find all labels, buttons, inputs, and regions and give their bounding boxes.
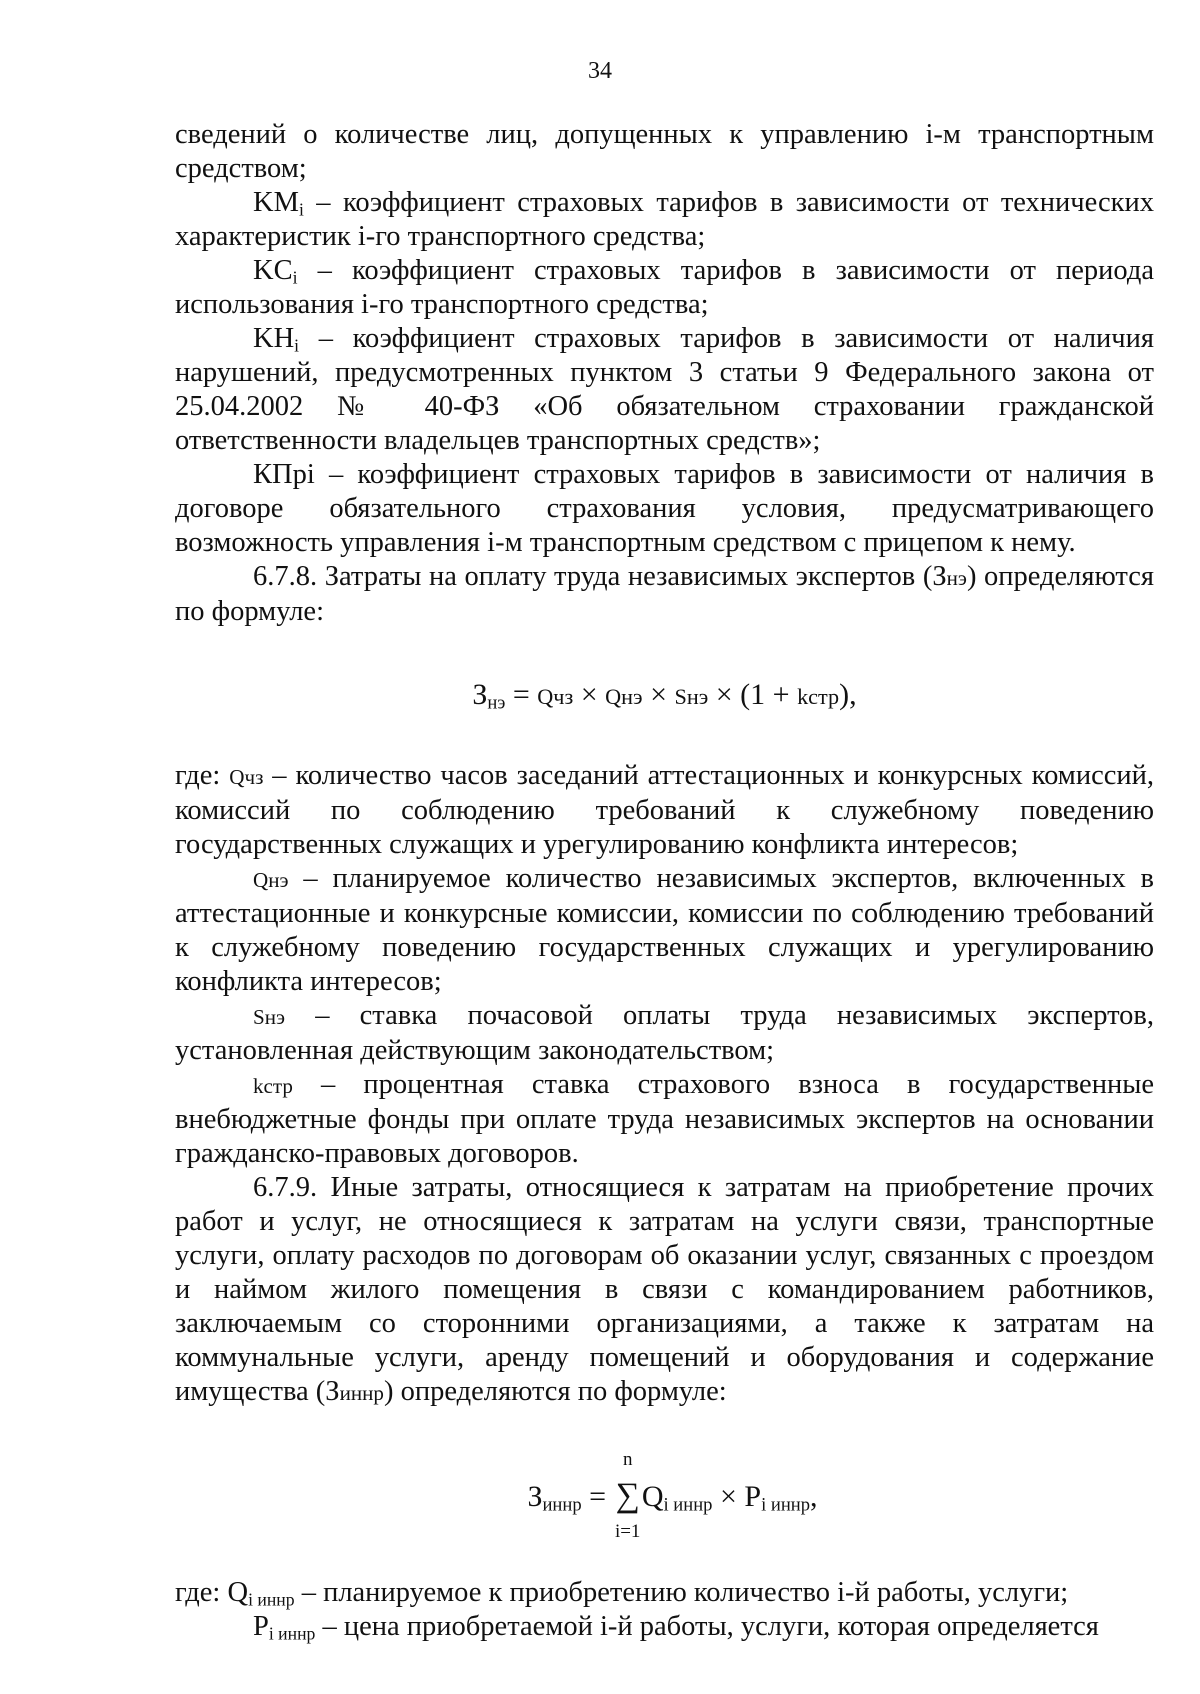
formula-subscript: нэ: [487, 692, 506, 714]
formula-line: [175, 1449, 1154, 1542]
summation-lower-limit: i=1: [614, 1521, 641, 1542]
section-text: 6.7.9. Иные затраты, относящиеся к затратам на приобретение прочих работ и услуг, не относящиеся к затратам на услуги связи, транспортные услуги, оплату расходов по договорам об оказании услуг, связанных с проездом и наймом жилого помещения в связи с командированием работников, заключаемым со сторонними организациями, а также к затратам на коммунальные услуги, аренду помещений и оборудования и содержание имущества (З: [175, 1172, 1154, 1407]
definition-kn: [175, 322, 1154, 458]
summation-sign: [614, 1449, 641, 1542]
definition-prefix: где:: [175, 760, 230, 791]
formula-symbol: З: [472, 678, 488, 711]
formula-operator: ×: [573, 678, 606, 711]
definition-text: – коэффициент страховых тарифов в зависимости от периода использования i-го транспортного средства;: [175, 255, 1154, 320]
symbol-subscript: i иннр: [248, 1589, 295, 1610]
formula-subscript: i иннр: [761, 1494, 811, 1516]
section-text: ) определяются по формуле:: [383, 1376, 727, 1407]
symbol: KC: [253, 255, 293, 286]
paragraph-continuation: [175, 118, 1154, 186]
definition-text: – количество часов заседаний аттестационных и конкурсных комиссий, комиссий по соблюдению требований к служебному поведению государственных служащих и урегулированию конфликта интересов;: [175, 760, 1155, 860]
section-text: 6.7.8. Затраты на оплату труда независимых экспертов (З: [253, 561, 947, 592]
formula-symbol: Sнэ: [674, 684, 709, 709]
definition-km: [175, 186, 1154, 254]
section-6-7-8: [175, 560, 1154, 629]
formula-symbol: Q: [641, 1480, 664, 1513]
page-number: 34: [588, 58, 612, 84]
section-text: ) определяются по формуле:: [175, 561, 1154, 627]
symbol-subscript: иннр: [339, 1381, 384, 1405]
document-body: [175, 118, 1154, 1644]
formula-operator: ×: [642, 678, 675, 711]
symbol-subscript: i: [294, 335, 300, 356]
definition-text: – цена приобретаемой i-й работы, услуги, которая определяется: [315, 1611, 1099, 1642]
definition-text: – коэффициент страховых тарифов в зависимости от наличия нарушений, предусмотренных пунктом 3 статьи 9 Федерального закона от 25.04.2002 № 40-ФЗ «Об обязательном страховании гражданской ответственности владельцев транспортных средств»;: [175, 323, 1154, 456]
definition-text: – коэффициент страховых тарифов в зависимости от наличия в договоре обязательного страхования условия, предусматривающего возможность управления i-м транспортным средством с прицепом к нему.: [175, 459, 1154, 558]
symbol-subscript: нэ: [946, 566, 967, 590]
formula-subscript: иннр: [542, 1494, 582, 1516]
formula-symbol: Qчз: [537, 684, 574, 709]
definition-text: – ставка почасовой оплаты труда независимых экспертов, установленная действующим законодательством;: [175, 1000, 1154, 1066]
definition-text: – коэффициент страховых тарифов в зависимости от технических характеристик i-го транспортного средства;: [175, 187, 1154, 252]
section-6-7-9: [175, 1171, 1154, 1410]
symbol: Qнэ: [253, 868, 289, 892]
formula-operator: ,: [810, 1480, 818, 1513]
summation-upper-limit: n: [622, 1449, 633, 1470]
formula-symbol: kстр: [797, 684, 840, 709]
formula-other-costs: [175, 1448, 1154, 1542]
summation-symbol: ∑: [615, 1477, 640, 1514]
formula-operator: ×: [712, 1480, 745, 1513]
formula-symbol: З: [527, 1480, 543, 1513]
definition-sne: [175, 999, 1154, 1068]
definition-qi: [175, 1576, 1154, 1610]
definition-prefix: где:: [175, 1577, 228, 1608]
definition-text: – процентная ставка страхового взноса в государственные внебюджетные фонды при оплате труда независимых экспертов на основании гражданско-правовых договоров.: [175, 1069, 1154, 1169]
definition-kstr: [175, 1068, 1154, 1171]
formula-symbol: Qнэ: [605, 684, 643, 709]
symbol: KH: [253, 323, 295, 354]
symbol-subscript: i иннр: [268, 1623, 316, 1644]
formula-expert-costs: [175, 675, 1154, 715]
formula-subscript: i иннр: [663, 1494, 713, 1516]
formula-operator: × (1 +: [708, 678, 798, 711]
symbol-subscript: i: [292, 267, 298, 288]
symbol: КПpi: [253, 459, 315, 490]
definition-text: – планируемое количество независимых экспертов, включенных в аттестационные и конкурсные комиссии, комиссии по соблюдению требований к служебному поведению государственных служащих и урегулированию конфликта интересов;: [175, 863, 1154, 997]
symbol: Sнэ: [253, 1005, 286, 1029]
symbol-subscript: i: [298, 199, 304, 220]
symbol: kстр: [253, 1074, 293, 1098]
symbol: P: [253, 1611, 269, 1642]
formula-operator: =: [505, 678, 538, 711]
definition-qchz: [175, 759, 1154, 862]
paragraph-text: сведений о количестве лиц, допущенных к управлению i-м транспортным средством;: [175, 119, 1154, 184]
symbol: Q: [227, 1577, 249, 1608]
symbol: Qчз: [229, 765, 264, 789]
definition-kp: [175, 458, 1154, 560]
symbol: KM: [253, 187, 299, 218]
formula-symbol: P: [744, 1480, 762, 1513]
formula-operator: ),: [839, 678, 857, 711]
definition-pi: [175, 1610, 1154, 1644]
definition-text: – планируемое к приобретению количество i-й работы, услуги;: [294, 1577, 1069, 1608]
definition-kc: [175, 254, 1154, 322]
definition-qne: [175, 862, 1154, 999]
formula-operator: =: [581, 1480, 614, 1513]
